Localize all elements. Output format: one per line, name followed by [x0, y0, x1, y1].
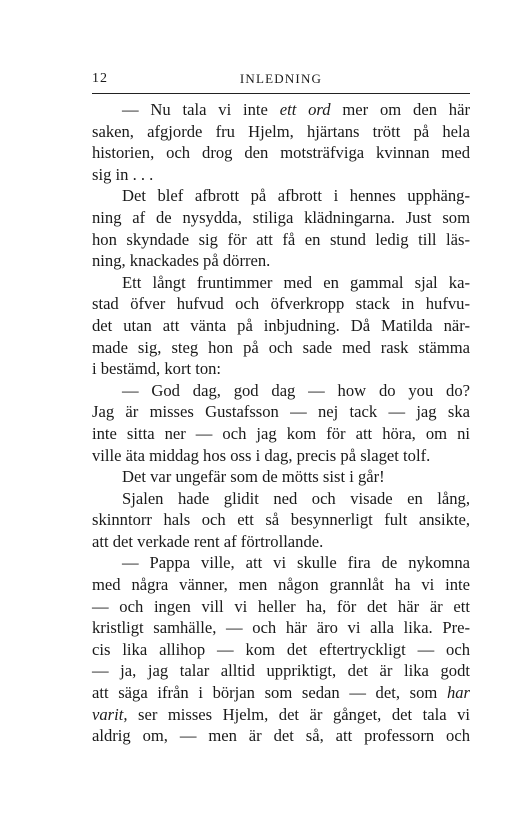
text-segment: kristligt samhälle, — och här äro vi alla lika. Pre-: [92, 618, 470, 638]
italic-text: har: [446, 683, 470, 703]
text-segment: Det blef afbrott på afbrott i hennes upphäng-: [122, 186, 470, 206]
text-segment: att det verkade rent af förtrollande.: [92, 531, 324, 551]
paragraph: [92, 99, 470, 185]
text-segment: sig in . . .: [92, 164, 154, 184]
text-line: [92, 293, 470, 315]
text-segment: ning af de nysydda, stiliga klädningarna. Just som: [92, 207, 470, 227]
text-segment: Sjalen hade glidit ned och visade en lång,: [122, 488, 470, 508]
text-line: [92, 380, 470, 402]
text-segment: det utan att vänta på inbjudning. Då Matilda när-: [92, 315, 470, 335]
text-segment: — ja, jag talar alltid uppriktigt, det är lika godt: [92, 661, 470, 681]
text-line: [92, 250, 470, 272]
text-segment: — Nu tala vi inte: [122, 100, 280, 119]
text-segment: med några vänner, men någon grannlåt ha vi inte: [92, 575, 470, 595]
text-line: [92, 207, 470, 229]
paragraph: [92, 466, 470, 488]
text-segment: aldrig om, — men är det så, att professorn och: [92, 726, 470, 746]
text-segment: hon skyndade sig för att få en stund ledig till läs-: [92, 229, 470, 249]
text-segment: stad öfver hufvud och öfverkropp stack in hufvu-: [92, 294, 470, 314]
text-line: [92, 682, 470, 704]
text-line: [92, 99, 470, 121]
text-segment: att säga ifrån i början som sedan — det, som: [92, 683, 447, 703]
text-segment: mer om den här: [330, 100, 470, 119]
text-segment: saken, afgjorde fru Hjelm, hjärtans trött på hela: [92, 121, 470, 141]
text-segment: — och ingen vill vi heller ha, för det här är ett: [92, 596, 470, 616]
paragraph: [92, 272, 470, 380]
page-number: 12: [92, 71, 108, 86]
text-line: [92, 466, 470, 488]
text-line: [92, 272, 470, 294]
text-segment: Ett långt fruntimmer med en gammal sjal ka-: [122, 272, 470, 292]
text-line: [92, 639, 470, 661]
text-segment: ser misses Hjelm, det är gånget, det tala vi: [127, 704, 470, 724]
text-segment: i bestämd, kort ton:: [92, 359, 222, 379]
text-line: [92, 725, 470, 747]
body-text: [92, 99, 470, 747]
text-line: [92, 229, 470, 251]
text-segment: ville äta middag hos oss i dag, precis på slaget tolf.: [92, 445, 431, 465]
header-rule: [92, 93, 470, 94]
text-segment: cis lika allihop — kom det eftertryckligt — och: [92, 639, 470, 659]
text-line: [92, 121, 470, 143]
text-line: [92, 185, 470, 207]
text-line: [92, 552, 470, 574]
text-line: [92, 531, 470, 553]
text-segment: skinntorr hals och ett så besynnerligt fult ansikte,: [92, 510, 470, 530]
text-line: [92, 488, 470, 510]
text-line: [92, 617, 470, 639]
text-line: [92, 358, 470, 380]
text-line: [92, 574, 470, 596]
text-line: [92, 315, 470, 337]
text-segment: Jag är misses Gustafsson — nej tack — jag ska: [92, 402, 470, 422]
text-segment: — God dag, god dag — how do you do?: [122, 380, 470, 400]
text-segment: ning, knackades på dörren.: [92, 251, 271, 271]
text-segment: Det var ungefär som de mötts sist i går!: [122, 467, 385, 487]
text-line: [92, 337, 470, 359]
paragraph: [92, 488, 470, 553]
text-line: [92, 401, 470, 423]
text-segment: historien, och drog den motsträfviga kvinnan med: [92, 143, 470, 163]
italic-text: varit,: [92, 704, 128, 724]
text-line: [92, 445, 470, 467]
text-segment: — Pappa ville, att vi skulle fira de nykomna: [122, 553, 470, 573]
paragraph: [92, 380, 470, 466]
page-header: [92, 71, 470, 93]
text-line: [92, 704, 470, 726]
italic-text: ett ord: [279, 100, 331, 119]
text-line: [92, 660, 470, 682]
paragraph: [92, 185, 470, 271]
text-line: [92, 596, 470, 618]
paragraph: [92, 552, 470, 746]
text-segment: inte sitta ner — och jag kom för att höra, om ni: [92, 423, 470, 443]
text-line: [92, 142, 470, 164]
text-line: [92, 164, 470, 186]
text-line: [92, 509, 470, 531]
text-line: [92, 423, 470, 445]
running-head: INLEDNING: [239, 71, 323, 86]
text-segment: made sig, steg hon på och sade med rask stämma: [92, 337, 470, 357]
